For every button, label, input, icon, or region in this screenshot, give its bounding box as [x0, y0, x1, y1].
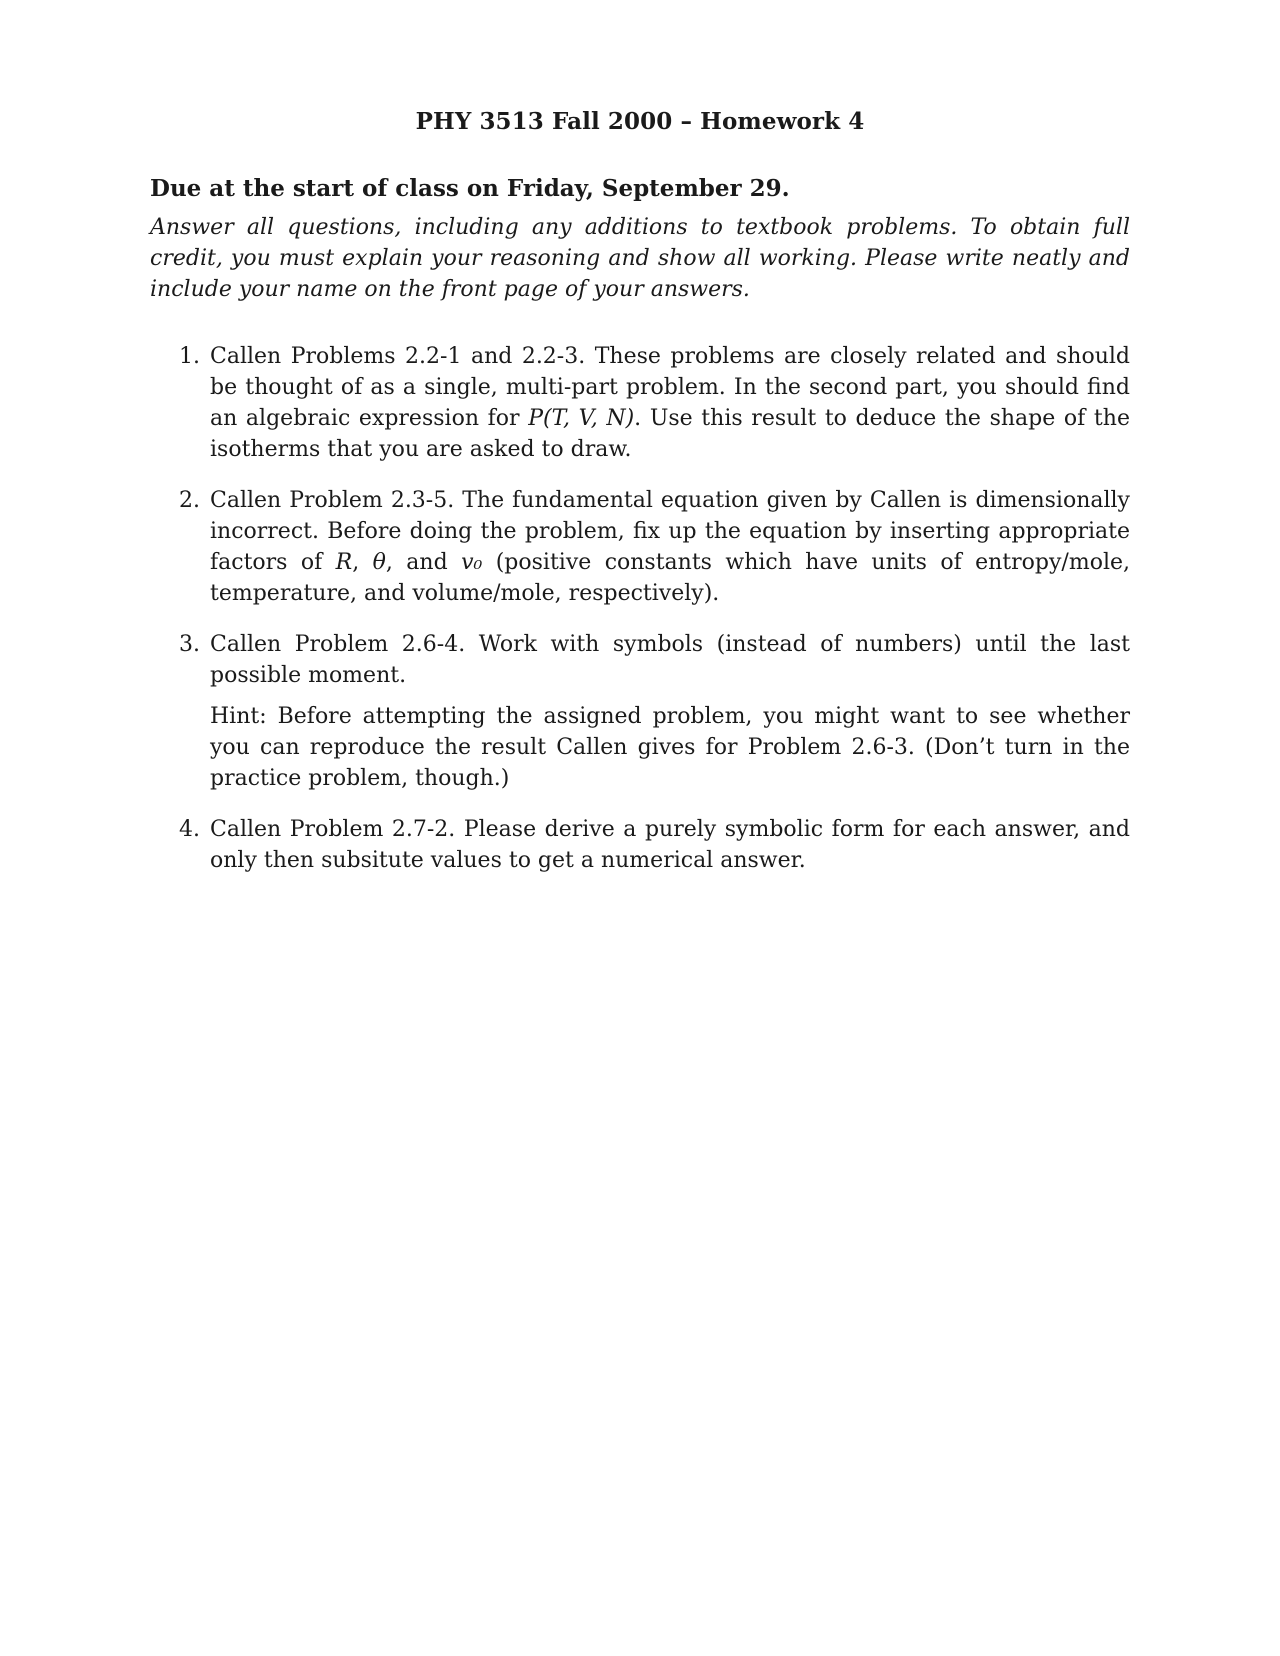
math-symbol-theta: θ	[372, 550, 386, 575]
problem-text	[210, 341, 1130, 465]
instructions: Answer all questions, including any additions to textbook problems. To obtain full credit, you must explain your reasoning and show all working. Please write neatly and include your name on the front page of your answers.	[150, 215, 1130, 302]
problem-text-part: ,	[352, 550, 373, 575]
problem-item-2	[150, 485, 1130, 609]
math-expression: P(T, V, N)	[528, 406, 635, 431]
math-symbol-v0: v₀	[461, 550, 483, 575]
problem-text-part: . Use this result to deduce the shape of the isotherms that you are asked to draw.	[210, 406, 1130, 462]
problem-hint: Hint: Before attempting the assigned problem, you might want to see whether you can reproduce the result Callen gives for Problem 2.6-3. (Don’t turn in the practice problem, though.)	[210, 704, 1130, 791]
problem-list	[150, 341, 1130, 876]
problem-body	[210, 629, 1130, 794]
problem-number: 2.	[179, 488, 200, 513]
problem-number: 4.	[179, 817, 200, 842]
problem-body	[210, 814, 1130, 876]
problem-text-part: , and	[385, 550, 462, 575]
problem-body	[210, 341, 1130, 465]
problem-text-part: Callen Problems 2.2-1 and 2.2-3. These problems are closely related and should be thought of as a single, multi-part problem. In the second part, you should find an algebraic expression for	[210, 344, 1130, 431]
problem-text: Callen Problem 2.6-4. Work with symbols (instead of numbers) until the last possible moment.	[210, 632, 1130, 688]
problem-text-part: Callen Problem 2.3-5. The fundamental equation given by Callen is dimensionally incorrect. Before doing the problem, fix up the equation by inserting appropriate factors of	[210, 488, 1130, 575]
problem-item-4	[150, 814, 1130, 876]
problem-body	[210, 485, 1130, 609]
problem-text-part: (positive constants which have units of entropy/mole, temperature, and volume/mole, respectively).	[210, 550, 1130, 606]
math-symbol-r: R	[335, 550, 353, 575]
problem-text	[210, 485, 1130, 609]
problem-item-1	[150, 341, 1130, 465]
problem-number: 3.	[179, 632, 200, 657]
problem-item-3	[150, 629, 1130, 794]
problem-text: Callen Problem 2.7-2. Please derive a purely symbolic form for each answer, and only then subsitute values to get a numerical answer.	[210, 817, 1130, 873]
problem-number: 1.	[179, 344, 200, 369]
due-date: Due at the start of class on Friday, September 29.	[150, 175, 790, 202]
document-title: PHY 3513 Fall 2000 – Homework 4	[415, 108, 865, 135]
